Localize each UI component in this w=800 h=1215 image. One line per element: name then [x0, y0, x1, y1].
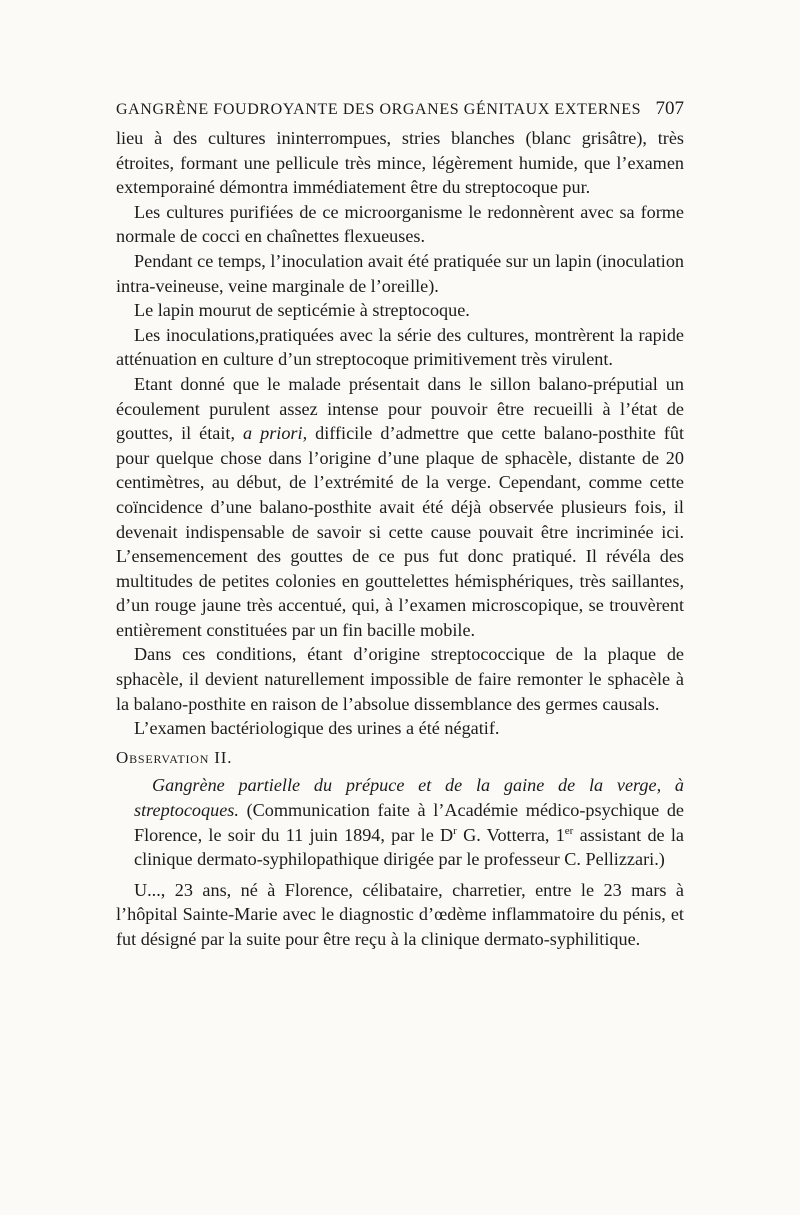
paragraph-3: Pendant ce temps, l’inoculation avait été pratiquée sur un lapin (inoculation intra-veineuse, veine marginale de l’oreille).	[116, 250, 685, 296]
paragraph-4: Le lapin mourut de septicémie à streptocoque.	[134, 300, 470, 321]
page-number: 707	[655, 98, 684, 119]
communication-part-b: G. Votterra, 1	[456, 824, 565, 845]
communication-part-a: (Communication faite à l’Académie médico-psychique de Florence, le soir du 11 juin 1894, par le D	[134, 800, 684, 845]
section-title: Observation II.	[116, 747, 233, 767]
page-body	[116, 126, 684, 952]
superscript-r: r	[453, 824, 457, 837]
observation-title: Gangrène partielle du prépuce et de la gaine de la verge, à streptocoques.	[134, 775, 684, 821]
paragraph-1: lieu à des cultures ininterrompues, stries blanches (blanc grisâtre), très étroites, formant une pellicule très mince, légèrement humide, que l’examen extemporainé démontra immédiatement être du streptocoque pur.	[116, 128, 684, 198]
running-title: GANGRÈNE FOUDROYANTE DES ORGANES GÉNITAUX EXTERNES	[116, 101, 642, 118]
paragraph-8: L’examen bactériologique des urines a été négatif.	[134, 718, 500, 739]
paragraph-7: Dans ces conditions, étant d’origine streptococcique de la plaque de sphacèle, il devient naturellement impossible de faire remonter le sphacèle à la balano-posthite en raison de l’absolue dissemblance des germes causals.	[116, 644, 684, 714]
paragraph-6	[116, 372, 684, 643]
communication-part-c: assistant de la clinique dermato-syphilopathique dirigée par le professeur C. Pellizzari.)	[134, 824, 684, 870]
paragraph-2: Les cultures purifiées de ce microorganisme le redonnèrent avec sa forme normale de cocci en chaînettes flexueuses.	[116, 201, 684, 247]
paragraph-6-part-b: difficile d’admettre que cette balano-posthite fût pour quelque chose dans l’origine d’une plaque de sphacèle, distante de 20 centimètres, au début, de l’extrémité de la verge. Cependant, comme cette coïncidence d’une balano-posthite avait été déjà observée plusieurs fois, il devenait indispensable de savoir si cette cause pouvait être incriminée ici. L’ensemencement des gouttes de ce pus fut donc pratiqué. Il révéla des multitudes de petites colonies en gouttelettes hémisphériques, très saillantes, d’un rouge jaune très accentué, qui, à l’examen microscopique, se trouvèrent entièrement constituées par un fin bacille mobile.	[116, 423, 685, 640]
observation-heading	[116, 773, 684, 871]
running-header	[116, 98, 684, 120]
paragraph-6-italic: a priori,	[243, 423, 308, 444]
final-paragraph: U..., 23 ans, né à Florence, célibataire, charretier, entre le 23 mars à l’hôpital Sainte-Marie avec le diagnostic d’œdème inflammatoire du pénis, et fut désigné par la suite pour être reçu à la clinique dermato-syphilitique.	[116, 879, 684, 949]
paragraph-6-part-a: Etant donné que le malade présentait dans le sillon balano-préputial un écoulement purulent assez intense pour pouvoir être recueilli à l’état de gouttes, il était,	[116, 373, 684, 444]
superscript-er: er	[564, 824, 574, 837]
paragraph-5: Les inoculations,pratiquées avec la série des cultures, montrèrent la rapide atténuation en culture d’un streptocoque primitivement très virulent.	[116, 324, 684, 370]
